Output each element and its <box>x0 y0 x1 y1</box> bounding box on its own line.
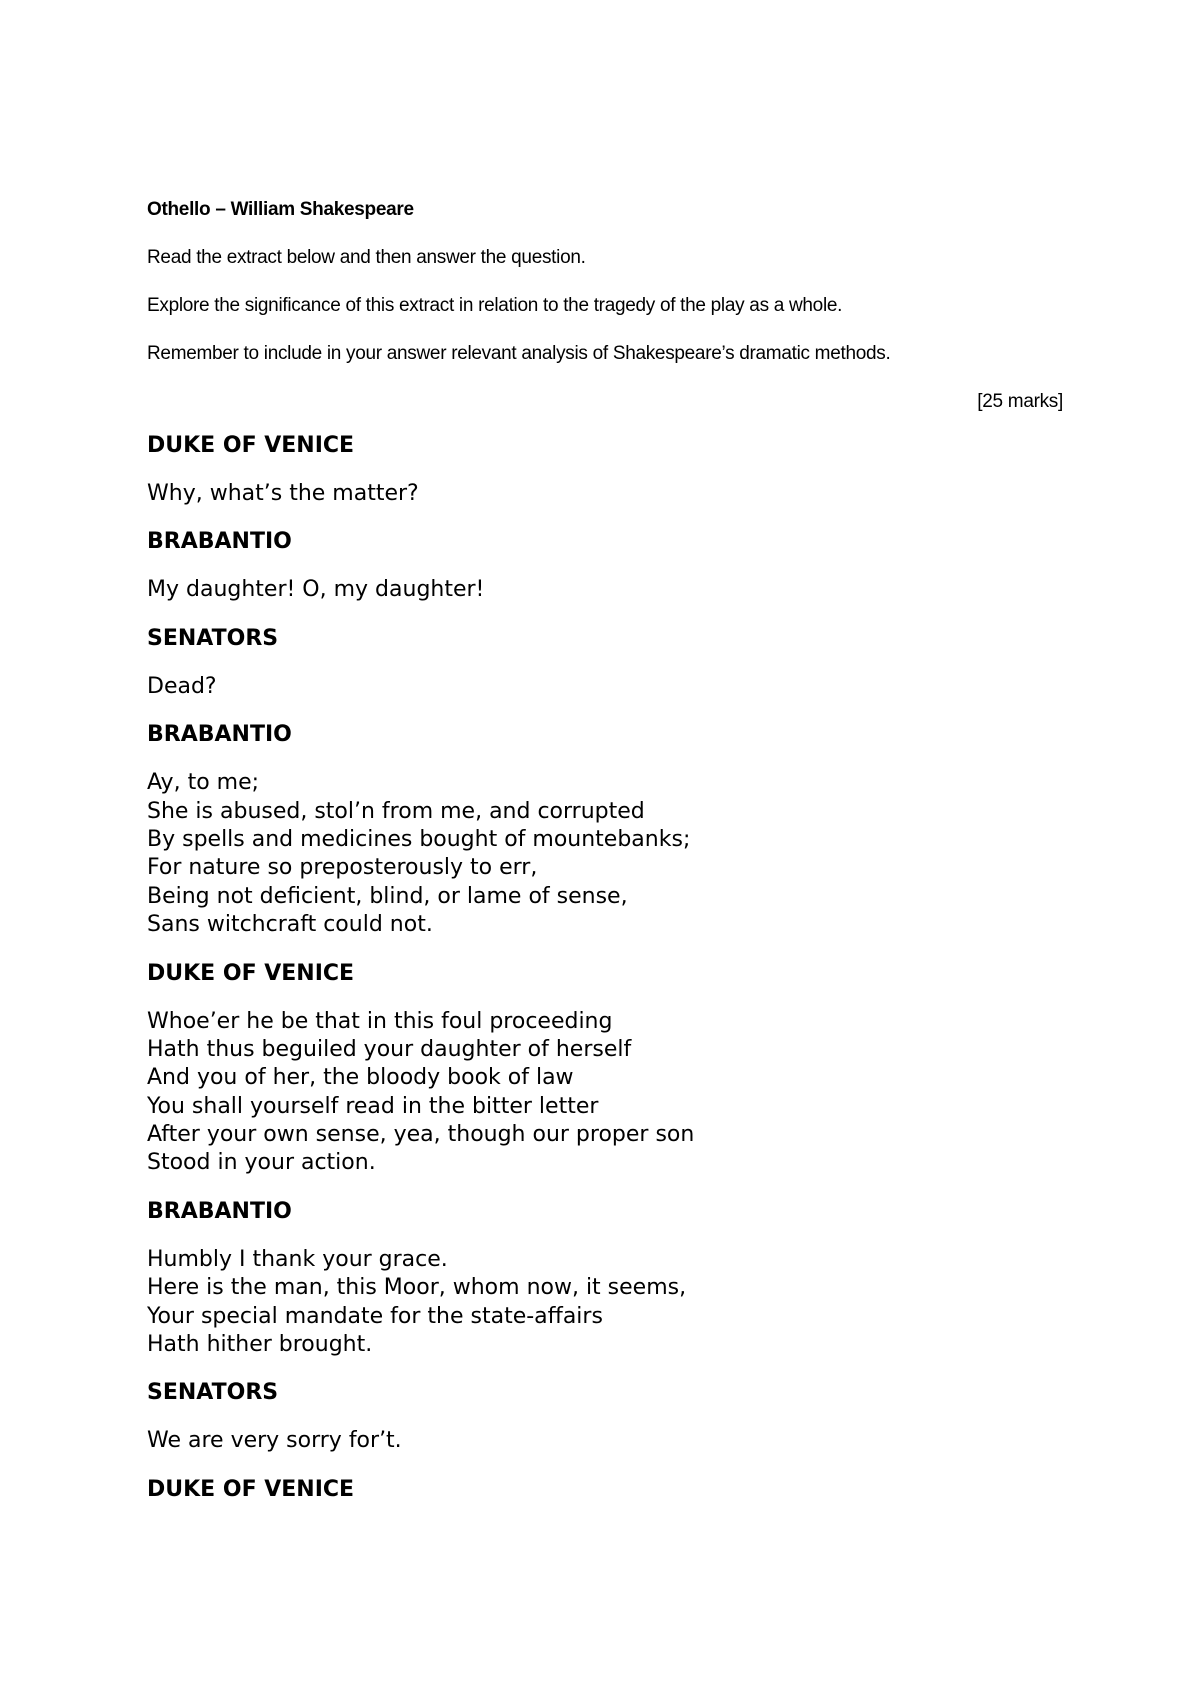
speech-text <box>147 673 1063 701</box>
speech-text <box>147 1427 1063 1455</box>
speech-line: Hath hither brought. <box>147 1332 373 1358</box>
speech-line: My daughter! O, my daughter! <box>147 577 485 603</box>
speech-text <box>147 1008 1063 1178</box>
speech-line: Whoe’er he be that in this foul proceeding <box>147 1008 613 1034</box>
document-title: Othello – William Shakespeare <box>147 199 414 220</box>
speech-line: Stood in your action. <box>147 1150 376 1176</box>
speaker-name: BRABANTIO <box>147 1198 292 1224</box>
speech-line: Your special mandate for the state-affairs <box>147 1303 603 1329</box>
speaker-name: DUKE OF VENICE <box>147 433 355 458</box>
speech-line: And you of her, the bloody book of law <box>147 1065 574 1091</box>
speaker-name: SENATORS <box>147 625 279 651</box>
speech-line: We are very sorry for’t. <box>147 1428 402 1454</box>
speech-line: Being not deficient, blind, or lame of sense, <box>147 883 628 909</box>
speech-line: By spells and medicines bought of mountebanks; <box>147 826 691 852</box>
instruction-question: Explore the significance of this extract in relation to the tragedy of the play as a whole. <box>147 295 843 316</box>
speech-line: You shall yourself read in the bitter letter <box>147 1093 599 1119</box>
speech-text <box>147 576 1063 604</box>
speech-line: After your own sense, yea, though our proper son <box>147 1122 695 1148</box>
marks-label: [25 marks] <box>977 391 1063 412</box>
speaker-name: BRABANTIO <box>147 529 292 555</box>
speech-text <box>147 1246 1063 1360</box>
speaker-name: BRABANTIO <box>147 722 292 748</box>
instruction-read-extract: Read the extract below and then answer the question. <box>147 247 586 268</box>
speech-line: She is abused, stol’n from me, and corrupted <box>147 798 645 824</box>
speaker-name: DUKE OF VENICE <box>147 960 355 986</box>
speech-line: Why, what’s the matter? <box>147 481 419 506</box>
speaker-name: DUKE OF VENICE <box>147 1476 355 1502</box>
speech-line: Hath thus beguiled your daughter of herself <box>147 1036 632 1062</box>
extract-block <box>147 432 1063 1504</box>
instruction-remember: Remember to include in your answer relevant analysis of Shakespeare’s dramatic methods. <box>147 343 891 364</box>
speech-line: Humbly I thank your grace. <box>147 1246 448 1272</box>
speech-text <box>147 769 1063 939</box>
speech-line: Sans witchcraft could not. <box>147 912 433 938</box>
speech-line: For nature so preposterously to err, <box>147 855 538 881</box>
speech-line: Dead? <box>147 673 217 699</box>
speech-line: Ay, to me; <box>147 770 260 796</box>
speech-line: Here is the man, this Moor, whom now, it seems, <box>147 1275 687 1301</box>
speaker-name: SENATORS <box>147 1380 279 1406</box>
document-page <box>147 195 1063 1524</box>
speech-text <box>147 480 1063 508</box>
